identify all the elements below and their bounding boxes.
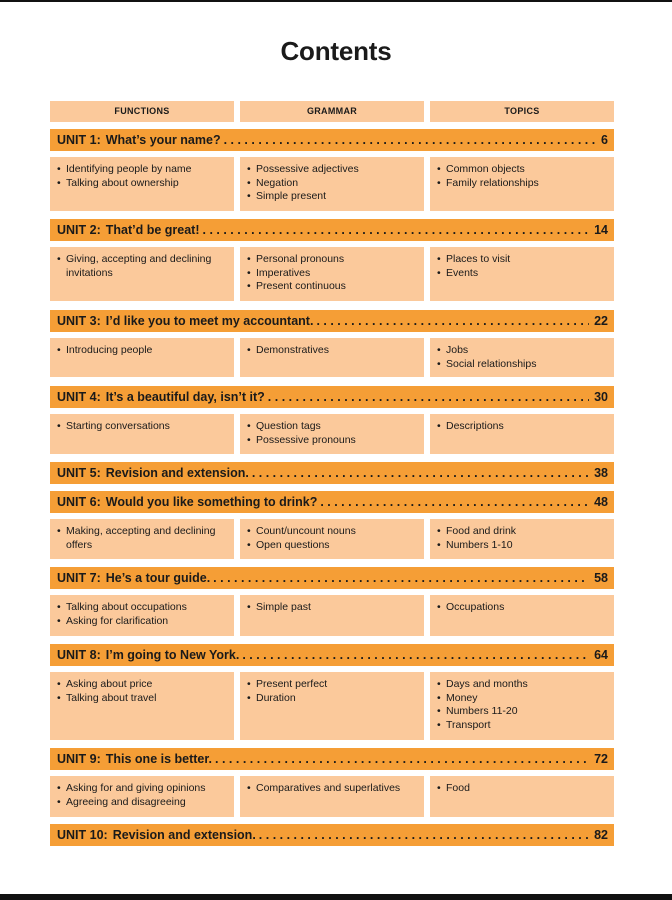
dot-leader xyxy=(316,314,589,328)
list-item: • Talking about occupations xyxy=(57,601,228,615)
unit-title: Revision and extension. xyxy=(105,466,249,480)
unit-number: UNIT 1: xyxy=(57,133,101,147)
unit-9-bar[interactable] xyxy=(50,748,614,770)
unit-6-topics xyxy=(430,519,614,559)
unit-9-grammar xyxy=(240,776,424,817)
list-item: • Descriptions xyxy=(437,420,608,434)
list-item: • Negation xyxy=(247,177,418,191)
list-item: • Occupations xyxy=(437,601,608,615)
list-item: • Simple present xyxy=(247,190,418,204)
unit-7-topics xyxy=(430,595,614,636)
dot-leader xyxy=(203,223,590,237)
unit-number: UNIT 10: xyxy=(57,828,108,842)
unit-title: This one is better. xyxy=(105,752,213,766)
list-item: • Talking about ownership xyxy=(57,177,228,191)
list-item: • Asking for clarification xyxy=(57,615,228,629)
list-item: • Transport xyxy=(437,719,608,733)
list-item: • Demonstratives xyxy=(247,344,418,358)
unit-number: UNIT 8: xyxy=(57,648,101,662)
unit-8-bar[interactable] xyxy=(50,644,614,666)
list-item: • Common objects xyxy=(437,163,608,177)
unit-1-bar[interactable] xyxy=(50,129,614,151)
unit-3-functions xyxy=(50,338,234,377)
list-item: • Numbers 11-20 xyxy=(437,705,608,719)
header-grammar: GRAMMAR xyxy=(240,101,424,122)
dot-leader xyxy=(320,495,589,509)
unit-2-topics xyxy=(430,247,614,301)
list-item: • Social relationships xyxy=(437,358,608,372)
list-item: • Money xyxy=(437,692,608,706)
unit-page: 22 xyxy=(594,314,608,328)
unit-title: He’s a tour guide. xyxy=(105,571,211,585)
unit-10-bar[interactable] xyxy=(50,824,614,846)
list-item: • Agreeing and disagreeing xyxy=(57,796,228,810)
unit-4-topics xyxy=(430,414,614,454)
unit-2-bar[interactable] xyxy=(50,219,614,241)
list-item: • Question tags xyxy=(247,420,418,434)
unit-2-functions xyxy=(50,247,234,301)
unit-1-functions xyxy=(50,157,234,211)
unit-5-bar[interactable] xyxy=(50,462,614,484)
list-item: • Food xyxy=(437,782,608,796)
list-item: • Talking about travel xyxy=(57,692,228,706)
list-item: • Numbers 1-10 xyxy=(437,539,608,553)
dot-leader xyxy=(213,571,589,585)
list-item: • Family relationships xyxy=(437,177,608,191)
dot-leader xyxy=(224,133,596,147)
bottom-rule xyxy=(0,894,672,900)
list-item: • Introducing people xyxy=(57,344,228,358)
unit-9-functions xyxy=(50,776,234,817)
unit-3-grammar xyxy=(240,338,424,377)
list-item: • Simple past xyxy=(247,601,418,615)
unit-number: UNIT 4: xyxy=(57,390,101,404)
list-item: • Comparatives and superlatives xyxy=(247,782,418,796)
unit-page: 30 xyxy=(594,390,608,404)
list-item: • Present continuous xyxy=(247,280,418,294)
list-item: • Asking about price xyxy=(57,678,228,692)
list-item: • Giving, accepting and declining invitations xyxy=(57,253,228,280)
unit-8-functions xyxy=(50,672,234,740)
unit-number: UNIT 5: xyxy=(57,466,101,480)
unit-7-grammar xyxy=(240,595,424,636)
unit-6-grammar xyxy=(240,519,424,559)
list-item: • Making, accepting and declining offers xyxy=(57,525,228,552)
unit-page: 58 xyxy=(594,571,608,585)
list-item: • Food and drink xyxy=(437,525,608,539)
list-item: • Personal pronouns xyxy=(247,253,418,267)
unit-7-bar[interactable] xyxy=(50,567,614,589)
unit-number: UNIT 2: xyxy=(57,223,101,237)
top-rule xyxy=(0,0,672,2)
unit-page: 14 xyxy=(594,223,608,237)
unit-1-grammar xyxy=(240,157,424,211)
unit-title: I’d like you to meet my accountant. xyxy=(105,314,314,328)
list-item: • Possessive adjectives xyxy=(247,163,418,177)
list-item: • Starting conversations xyxy=(57,420,228,434)
dot-leader xyxy=(242,648,589,662)
unit-3-topics xyxy=(430,338,614,377)
unit-number: UNIT 3: xyxy=(57,314,101,328)
unit-number: UNIT 6: xyxy=(57,495,101,509)
list-item: • Duration xyxy=(247,692,418,706)
list-item: • Imperatives xyxy=(247,267,418,281)
unit-title: Revision and extension. xyxy=(112,828,256,842)
unit-title: That’d be great! xyxy=(105,223,200,237)
header-topics: TOPICS xyxy=(430,101,614,122)
unit-page: 82 xyxy=(594,828,608,842)
unit-6-functions xyxy=(50,519,234,559)
page-title: Contents xyxy=(280,36,392,66)
list-item: • Identifying people by name xyxy=(57,163,228,177)
unit-4-bar[interactable] xyxy=(50,386,614,408)
list-item: • Asking for and giving opinions xyxy=(57,782,228,796)
unit-9-topics xyxy=(430,776,614,817)
unit-8-grammar xyxy=(240,672,424,740)
unit-title: What’s your name? xyxy=(105,133,221,147)
dot-leader xyxy=(215,752,589,766)
unit-4-grammar xyxy=(240,414,424,454)
list-item: • Events xyxy=(437,267,608,281)
list-item: • Open questions xyxy=(247,539,418,553)
dot-leader xyxy=(268,390,589,404)
unit-2-grammar xyxy=(240,247,424,301)
list-item: • Possessive pronouns xyxy=(247,434,418,448)
unit-page: 6 xyxy=(601,133,608,147)
unit-title: I’m going to New York. xyxy=(105,648,240,662)
unit-page: 72 xyxy=(594,752,608,766)
unit-title: It’s a beautiful day, isn’t it? xyxy=(105,390,265,404)
unit-1-topics xyxy=(430,157,614,211)
list-item: • Present perfect xyxy=(247,678,418,692)
unit-title: Would you like something to drink? xyxy=(105,495,318,509)
unit-6-bar[interactable] xyxy=(50,491,614,513)
unit-3-bar[interactable] xyxy=(50,310,614,332)
unit-8-topics xyxy=(430,672,614,740)
unit-4-functions xyxy=(50,414,234,454)
unit-page: 48 xyxy=(594,495,608,509)
list-item: • Jobs xyxy=(437,344,608,358)
unit-page: 38 xyxy=(594,466,608,480)
list-item: • Places to visit xyxy=(437,253,608,267)
list-item: • Days and months xyxy=(437,678,608,692)
unit-page: 64 xyxy=(594,648,608,662)
unit-7-functions xyxy=(50,595,234,636)
header-functions: FUNCTIONS xyxy=(50,101,234,122)
list-item: • Count/uncount nouns xyxy=(247,525,418,539)
dot-leader xyxy=(259,828,589,842)
unit-number: UNIT 9: xyxy=(57,752,101,766)
unit-number: UNIT 7: xyxy=(57,571,101,585)
dot-leader xyxy=(252,466,589,480)
